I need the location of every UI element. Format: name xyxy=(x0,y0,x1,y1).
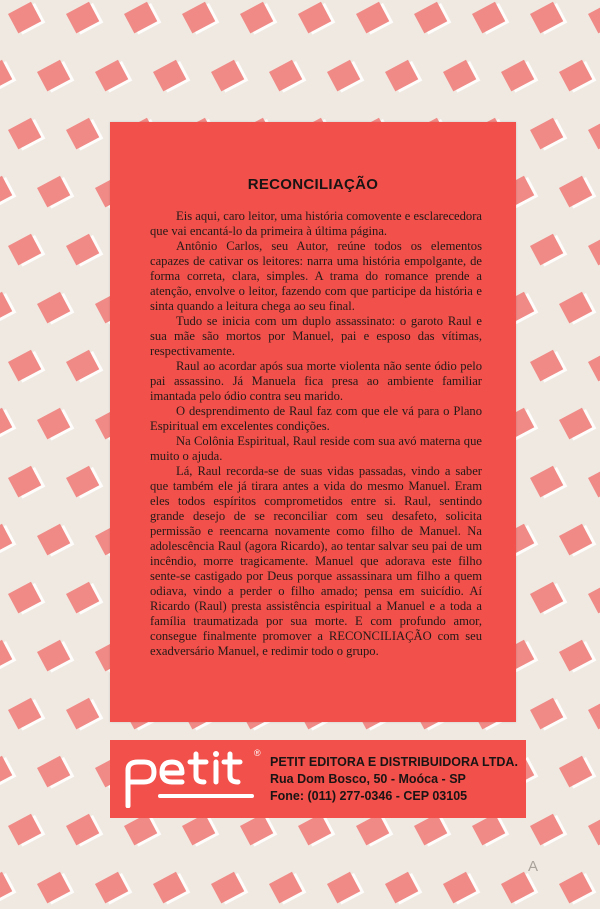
pattern-tile xyxy=(269,58,306,94)
pattern-tile xyxy=(559,870,596,906)
pattern-tile xyxy=(0,754,16,790)
pattern-tile xyxy=(530,0,567,36)
publisher-bar xyxy=(110,740,526,818)
pattern-tile xyxy=(124,0,161,36)
pattern-tile xyxy=(588,116,600,152)
pattern-tile xyxy=(588,464,600,500)
pattern-tile xyxy=(37,754,74,790)
pattern-tile xyxy=(385,870,422,906)
pattern-tile xyxy=(8,812,45,848)
pattern-tile xyxy=(530,348,567,384)
pattern-tile xyxy=(8,116,45,152)
pattern-tile xyxy=(182,0,219,36)
pattern-tile xyxy=(327,870,364,906)
synopsis-paragraph: Lá, Raul recorda-se de suas vidas passadas, vindo a saber que também ele já tirara antes a vida do mesmo Manuel. Eram eles todos espíritos comprometidos entre si. Raul, sentindo grande desejo de se reconciliar com seu desafeto, solicita permissão e reencarna novamente como filho de Manuel. Na adolescência Raul (agora Ricardo), ao tentar salvar seu pai de um incêndio, morre tragicamente. Manuel que adorava este filho sente-se castigado por Deus porque assassinara um filho a quem odiava, vindo a perder o filho amado; pensa em suicídio. Aí Ricardo (Raul) presta assistência espiritual a Manuel e a toda a família traumatizada por sua morte. E com profundo amor, consegue finalmente promover a RECONCILIAÇÃO com seu exadversário Manuel, e redimir todo o grupo. xyxy=(150,464,482,658)
book-title: RECONCILIAÇÃO xyxy=(247,176,379,193)
pattern-tile xyxy=(0,290,16,326)
pattern-tile xyxy=(559,406,596,442)
pattern-tile xyxy=(8,0,45,36)
pattern-tile xyxy=(0,870,16,906)
pattern-tile xyxy=(0,638,16,674)
pattern-tile xyxy=(327,58,364,94)
pattern-tile xyxy=(530,232,567,268)
pattern-tile xyxy=(153,870,190,906)
pattern-tile xyxy=(66,580,103,616)
pattern-tile xyxy=(559,754,596,790)
pattern-tile xyxy=(8,464,45,500)
pattern-tile xyxy=(153,58,190,94)
pattern-tile xyxy=(298,0,335,36)
pattern-tile xyxy=(66,464,103,500)
pattern-tile xyxy=(559,638,596,674)
pattern-tile xyxy=(66,696,103,732)
pattern-tile xyxy=(356,0,393,36)
pattern-tile xyxy=(211,58,248,94)
pattern-tile xyxy=(559,290,596,326)
pencil-mark: A xyxy=(528,858,539,875)
pattern-tile xyxy=(443,870,480,906)
pattern-tile xyxy=(588,812,600,848)
pattern-tile xyxy=(8,696,45,732)
pattern-tile xyxy=(0,174,16,210)
registered-mark: ® xyxy=(254,748,261,758)
pattern-tile xyxy=(588,580,600,616)
pattern-tile xyxy=(530,812,567,848)
pattern-tile xyxy=(443,58,480,94)
pattern-tile xyxy=(588,696,600,732)
synopsis-paragraph: Na Colônia Espiritual, Raul reside com sua avó materna que muito o ajuda. xyxy=(150,434,482,463)
pattern-tile xyxy=(66,232,103,268)
pattern-tile xyxy=(414,0,451,36)
publisher-name: PETIT EDITORA E DISTRIBUIDORA LTDA. xyxy=(270,755,518,769)
pattern-tile xyxy=(559,174,596,210)
pattern-tile xyxy=(8,348,45,384)
pattern-tile xyxy=(501,58,538,94)
pattern-tile xyxy=(530,580,567,616)
pattern-tile xyxy=(472,0,509,36)
pattern-tile xyxy=(240,0,277,36)
pattern-tile xyxy=(8,580,45,616)
pattern-tile xyxy=(66,116,103,152)
pattern-tile xyxy=(530,696,567,732)
synopsis-text xyxy=(150,209,482,659)
pattern-tile xyxy=(37,174,74,210)
pattern-tile xyxy=(385,58,422,94)
pattern-tile xyxy=(269,870,306,906)
synopsis-panel xyxy=(110,122,516,722)
pattern-tile xyxy=(588,232,600,268)
pattern-tile xyxy=(0,58,16,94)
synopsis-paragraph: Antônio Carlos, seu Autor, reúne todos os elementos capazes de cativar os leitores: narra uma história empolgante, de forma correta, clara, simples. A trama do romance prende a atenção, envolve o leitor, fazendo com que participe da história e sinta quando a leitura chega ao seu final. xyxy=(150,239,482,313)
pattern-tile xyxy=(559,522,596,558)
pattern-tile xyxy=(501,870,538,906)
pattern-tile xyxy=(530,116,567,152)
pattern-tile xyxy=(66,0,103,36)
pattern-tile xyxy=(95,58,132,94)
synopsis-paragraph: Eis aqui, caro leitor, uma história comovente e esclarecedora que vai encantá-lo da primeira à última página. xyxy=(150,209,482,238)
pattern-tile xyxy=(530,464,567,500)
synopsis-paragraph: Tudo se inicia com um duplo assassinato: o garoto Raul e sua mãe são mortos por Manuel, pai e esposo das vítimas, respectivamente. xyxy=(150,314,482,358)
pattern-tile xyxy=(37,870,74,906)
pattern-tile xyxy=(66,348,103,384)
pattern-tile xyxy=(588,348,600,384)
pattern-tile xyxy=(66,812,103,848)
synopsis-paragraph: Raul ao acordar após sua morte violenta não sente ódio pelo pai assassino. Já Manuela fica presa ao ambiente familiar imantada pelo ódio contra seu marido. xyxy=(150,359,482,403)
pattern-tile xyxy=(588,0,600,36)
pattern-tile xyxy=(37,522,74,558)
petit-logo xyxy=(120,750,262,808)
synopsis-paragraph: O desprendimento de Raul faz com que ele vá para o Plano Espiritual em excelentes condições. xyxy=(150,404,482,433)
pattern-tile xyxy=(37,406,74,442)
pattern-tile xyxy=(8,232,45,268)
pattern-tile xyxy=(0,522,16,558)
pattern-tile xyxy=(37,290,74,326)
pattern-tile xyxy=(0,406,16,442)
pattern-tile xyxy=(95,870,132,906)
pattern-tile xyxy=(37,58,74,94)
publisher-address: Rua Dom Bosco, 50 - Moóca - SP xyxy=(270,772,466,786)
publisher-info xyxy=(270,754,518,805)
pattern-tile xyxy=(37,638,74,674)
publisher-phone: Fone: (011) 277-0346 - CEP 03105 xyxy=(270,789,468,803)
pattern-tile xyxy=(211,870,248,906)
pattern-tile xyxy=(559,58,596,94)
